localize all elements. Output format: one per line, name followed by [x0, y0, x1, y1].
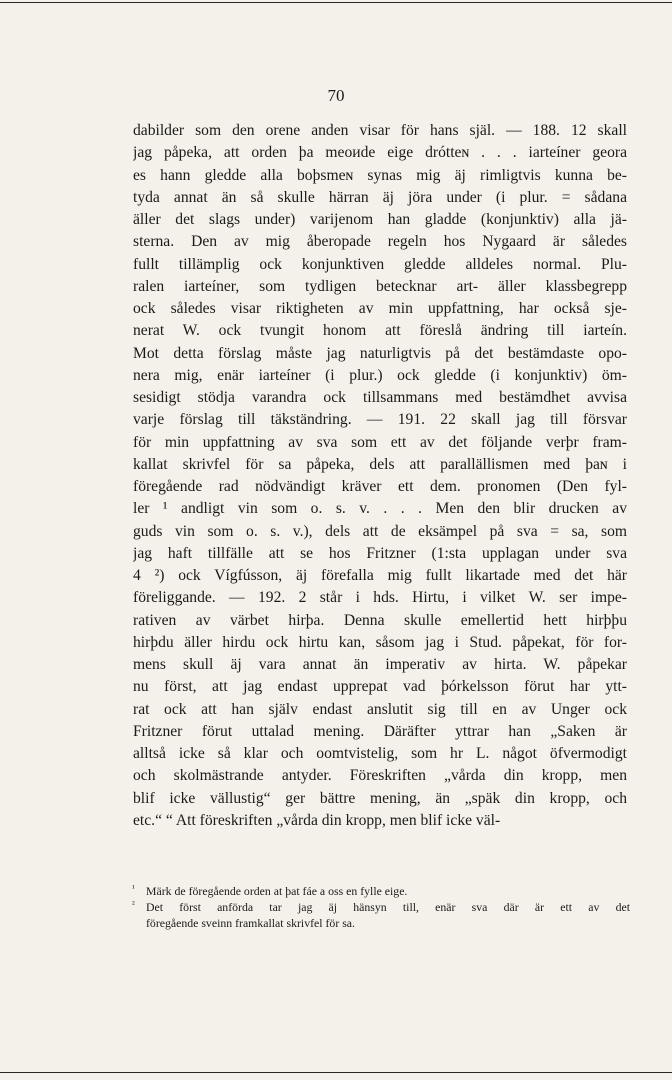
text-line: tyda annat än så skulle härran äj jöra under (i plur. = sådana: [133, 188, 627, 206]
text-line: och skolmästrande antyder. Föreskriften „vårda din kropp, men: [133, 767, 627, 785]
text-line: ralen iarteíner, som tydligen betecknar art- äller klassbegrepp: [133, 277, 627, 295]
text-line: föregående rad nödvändigt kräver ett dem. pronomen (Den fyl-: [133, 478, 627, 495]
text-line: fullt tillämplig ock konjunktiven gledde alldeles normal. Plu-: [133, 255, 627, 273]
text-line: es hann gledde alla boþsmeɴ synas mig äj rimligtvis kunna be-: [133, 166, 627, 184]
footnote-line: Märk de föregående orden at þat fáe a oss en fylle eige.: [146, 884, 408, 898]
footnote-mark: ¹: [132, 883, 135, 893]
text-line: rativen av värbet hirþa. Denna skulle emellertid hett hirþþu: [133, 611, 627, 629]
text-line: äller det slags under) varijenom han gladde (konjunktiv) alla jä-: [133, 211, 627, 228]
text-line: alltså icke så klar och oomtvistelig, som hr L. något öfvermodigt: [133, 745, 627, 762]
text-line: hirþdu äller hirdu ock hirtu kan, såsom jag i Stud. påpekat, för for-: [133, 633, 627, 651]
text-line: sterna. Den av mig åberopade regeln hos Nygaard är således: [133, 233, 627, 251]
footnote-line: Det först anförda tar jag äj hänsyn till, enär sva där är ett av det: [146, 899, 630, 914]
text-line: dabilder som den orene anden visar för hans själ. — 188. 12 skall: [133, 122, 627, 139]
text-line: rat ock att han själv endast anslutit sig till en av Unger ock: [133, 700, 627, 718]
text-line: nera mig, enär iarteíner (i plur.) ock gledde (i konjunktiv) öm-: [133, 366, 627, 384]
text-line: för min uppfattning av sva som ett av det följande verþr fram-: [133, 433, 627, 451]
footnotes: [132, 883, 630, 931]
text-line: jag haft tillfälle att se hos Fritzner (1:sta upplagan under sva: [133, 544, 627, 562]
text-line: föreliggande. — 192. 2 står i hds. Hirtu, i vilket W. ser impe-: [133, 589, 627, 607]
page-bottom-edge: [0, 1072, 672, 1073]
text-line: nerat W. ock tvungit honom att föreslå ändring till iarteín.: [133, 322, 627, 340]
text-line: ler ¹ andligt vin som o. s. v. . . . Men den blir drucken av: [133, 500, 627, 518]
page-number: 70: [327, 86, 345, 105]
text-line: etc.“ “ Att föreskriften „vårda din kropp, men blif icke väl-: [133, 811, 501, 829]
footnote-line: föregående sveinn framkallat skrivfel för sa.: [146, 915, 355, 930]
footnote-mark: ²: [132, 898, 135, 909]
text-line: 4 ²) ock Vígfússon, äj förefalla mig fullt likartade med det här: [133, 567, 627, 584]
text-line: mens skull äj vara annat än imperativ av hirta. W. påpekar: [133, 656, 627, 673]
text-line: kallat skrivfel för sa påpeka, dels att parallällismen med þaɴ i: [133, 455, 627, 473]
body-text: [133, 120, 627, 832]
text-line: Mot detta förslag måste jag naturligtvis på det bestämdaste opo-: [133, 344, 627, 362]
text-line: varje förslag till täkständring. — 191. 22 skall jag till försvar: [133, 411, 627, 429]
footnote: [132, 898, 630, 932]
page-top-edge: [0, 2, 672, 3]
text-line: ock således visar riktigheten av min uppfattning, har också sje-: [133, 300, 627, 317]
text-line: guds vin som o. s. v.), dels att de eksämpel på sva = sa, som: [133, 522, 627, 540]
text-line: jag påpeka, att orden þa meoᴎde eige drótteɴ . . . iarteíner geora: [133, 144, 627, 162]
text-line: sesidigt stödja varandra ock tillsammans med bestämdhet avvisa: [133, 389, 627, 406]
text-line: Fritzner förut uttalad mening. Däräfter yttrar han „Saken är: [133, 722, 627, 740]
text-line: nu först, att jag endast upprepat vad þórkelsson förut har ytt-: [133, 678, 627, 696]
footnote: [132, 883, 630, 900]
text-line: blif icke vällustig“ ger bättre mening, än „späk din kropp, och: [133, 789, 627, 807]
